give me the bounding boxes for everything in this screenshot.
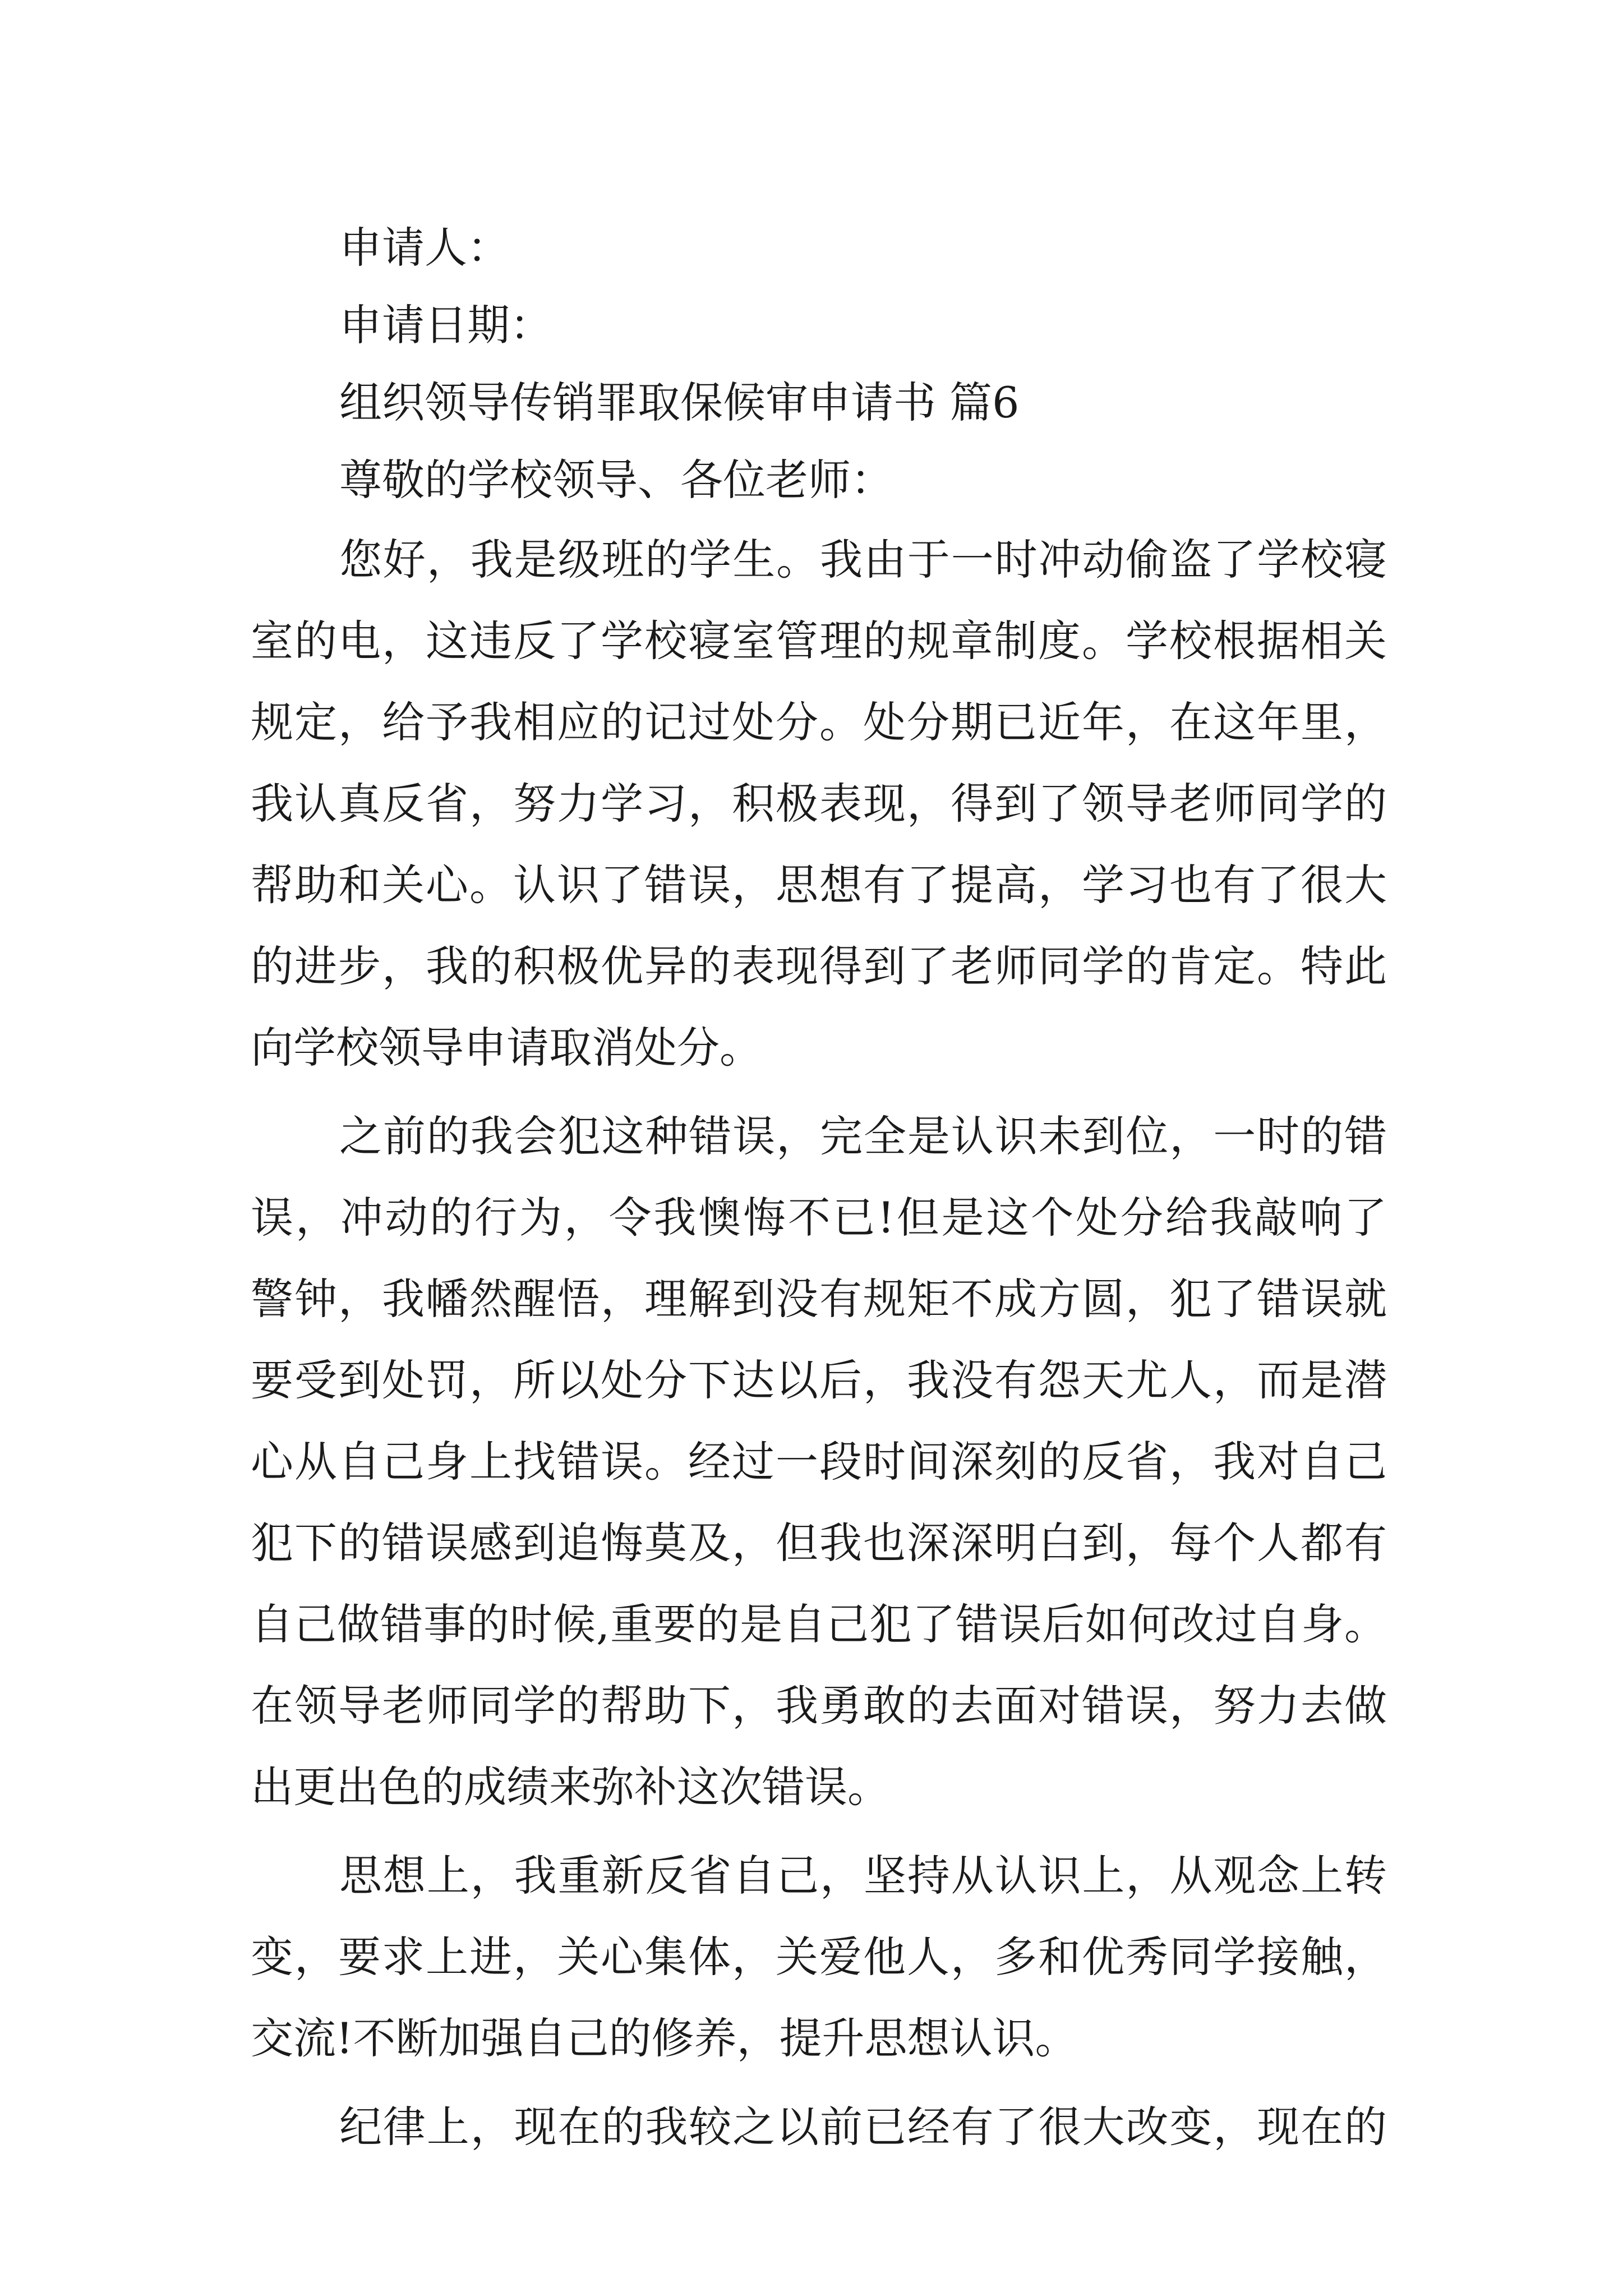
paragraph-line: 之前的我会犯这种错误，完全是认识未到位，一时的错 — [339, 1111, 1387, 1161]
paragraph-line: 变，要求上进，关心集体，关爱他人，多和优秀同学接触， — [251, 1932, 1387, 1982]
salutation: 尊敬的学校领导、各位老师： — [339, 455, 893, 505]
paragraph-line: 思想上，我重新反省自己，坚持从认识上，从观念上转 — [339, 1851, 1387, 1901]
paragraph-line: 的进步，我的积极优异的表现得到了老师同学的肯定。特此 — [251, 941, 1387, 991]
paragraph-line: 犯下的错误感到追悔莫及，但我也深深明白到，每个人都有 — [251, 1518, 1387, 1568]
paragraph-line: 出更出色的成绩来弥补这次错误。 — [251, 1762, 890, 1812]
paragraph-line: 心从自己身上找错误。经过一段时间深刻的反省，我对自己 — [251, 1437, 1387, 1487]
paragraph-line: 警钟，我幡然醒悟，理解到没有规矩不成方圆，犯了错误就 — [251, 1274, 1387, 1324]
paragraph-line: 向学校领导申请取消处分。 — [251, 1023, 762, 1073]
document-title: 组织领导传销罪取保候审申请书 篇6 — [339, 378, 1020, 427]
paragraph-line: 误，冲动的行为，令我懊悔不已!但是这个处分给我敲响了 — [251, 1193, 1387, 1243]
paragraph-line: 帮助和关心。认识了错误，思想有了提高，学习也有了很大 — [251, 860, 1387, 910]
paragraph-line: 自己做错事的时候,重要的是自己犯了错误后如何改过自身。 — [251, 1599, 1387, 1649]
paragraph-line: 在领导老师同学的帮助下，我勇敢的去面对错误，努力去做 — [251, 1681, 1387, 1731]
paragraph-line: 规定，给予我相应的记过处分。处分期已近年，在这年里， — [251, 697, 1387, 747]
paragraph-line: 纪律上，现在的我较之以前已经有了很大改变，现在的 — [339, 2102, 1387, 2152]
paragraph-intro — [251, 519, 1387, 1088]
application-date-label: 申请日期： — [339, 300, 552, 350]
paragraph-line: 我认真反省，努力学习，积极表现，得到了领导老师同学的 — [251, 779, 1387, 829]
paragraph-line: 室的电，这违反了学校寝室管理的规章制度。学校根据相关 — [251, 616, 1387, 666]
paragraph-line: 您好，我是级班的学生。我由于一时冲动偷盗了学校寝 — [339, 535, 1387, 585]
paragraph-line: 要受到处罚，所以处分下达以后，我没有怨天尤人，而是潜 — [251, 1355, 1387, 1405]
paragraph-discipline — [251, 2086, 1387, 2168]
paragraph-line: 交流!不断加强自己的修养，提升思想认识。 — [251, 2013, 1078, 2063]
paragraph-thinking — [251, 1835, 1387, 2079]
applicant-label: 申请人： — [339, 223, 510, 273]
paragraph-reflection — [251, 1096, 1387, 1828]
document-body — [251, 209, 1387, 2168]
